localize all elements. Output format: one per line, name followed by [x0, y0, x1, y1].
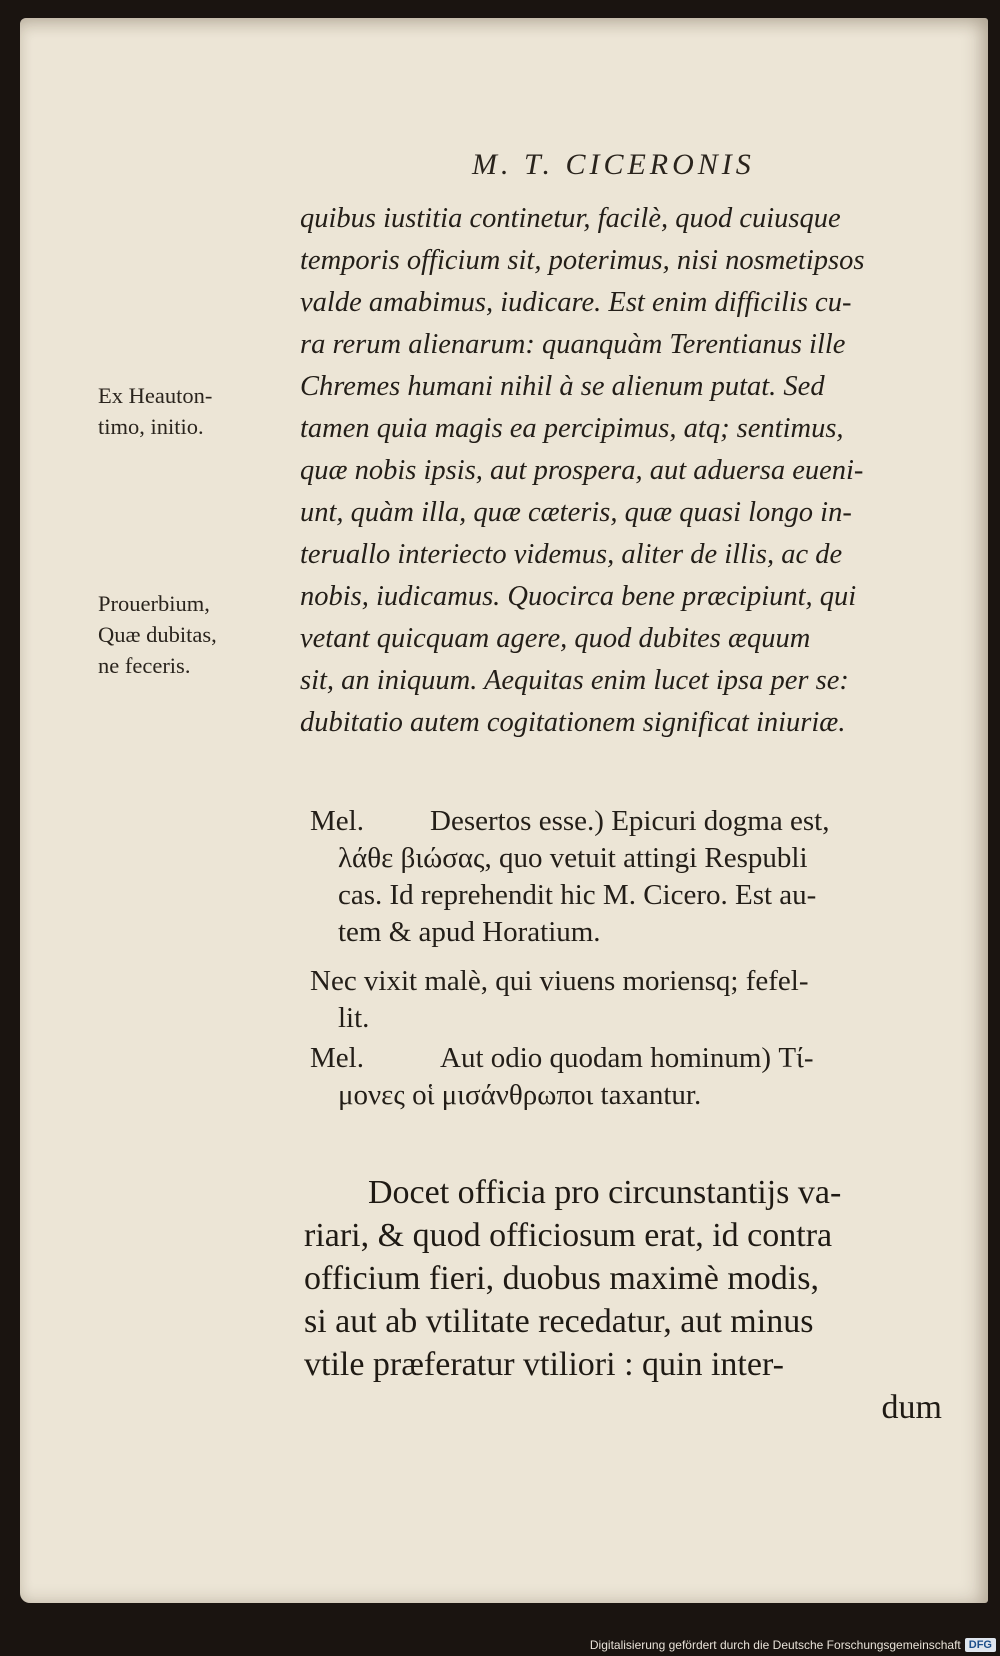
text-line: quibus iustitia continetur, facilè, quod cuiusque	[300, 203, 841, 234]
text-line: riari, & quod officiosum erat, id contra	[304, 1217, 833, 1254]
note-line: tem & apud Horatium.	[338, 916, 601, 948]
note-line: μονες οἱ μισάνθρωποι taxantur.	[338, 1079, 702, 1111]
text-line: tamen quia magis ea percipimus, atq; sentimus,	[300, 413, 844, 444]
text-line: teruallo interiecto videmus, aliter de illis, ac de	[300, 539, 843, 570]
note-label: Mel.	[310, 805, 364, 837]
margin-line: Ex Heauton-	[98, 383, 213, 408]
horace-quote	[310, 963, 970, 1037]
dfg-logo: DFG	[965, 1638, 996, 1652]
text-line: Chremes humani nihil à se alienum putat. Sed	[300, 371, 825, 402]
italic-text-block	[300, 198, 960, 744]
margin-line: Prouerbium,	[98, 591, 210, 616]
note-line: λάθε βιώσας, quo vetuit attingi Respubli	[338, 842, 808, 874]
note-label: Mel.	[310, 1042, 364, 1074]
quote-line: Nec vixit malè, qui viuens moriensq; fefel-	[310, 965, 809, 997]
text-line: valde amabimus, iudicare. Est enim difficilis cu-	[300, 287, 852, 318]
margin-line: timo, initio.	[98, 414, 204, 439]
text-line: officium fieri, duobus maximè modis,	[304, 1260, 819, 1297]
commentary-note-1	[310, 803, 970, 951]
margin-line: ne feceris.	[98, 653, 191, 678]
digitization-footer	[590, 1638, 996, 1652]
text-line: vtile præferatur vtiliori : quin inter-	[304, 1346, 784, 1383]
note-line: cas. Id reprehendit hic M. Cicero. Est au-	[338, 879, 817, 911]
note-lemma: Desertos esse.) Epicuri dogma est,	[430, 805, 830, 837]
margin-line: Quæ dubitas,	[98, 622, 217, 647]
catchword: dum	[881, 1389, 942, 1426]
text-line: temporis officium sit, poterimus, nisi nosmetipsos	[300, 245, 865, 276]
text-line: nobis, iudicamus. Quocirca bene præcipiunt, qui	[300, 581, 857, 612]
text-line: si aut ab vtilitate recedatur, aut minus	[304, 1303, 814, 1340]
text-line: ra rerum alienarum: quanquàm Terentianus ille	[300, 329, 846, 360]
footer-text: Digitalisierung gefördert durch die Deutsche Forschungsgemeinschaft	[589, 1638, 961, 1652]
marginal-note-proverbium	[98, 588, 308, 681]
main-text-block	[304, 1171, 964, 1429]
text-line: unt, quàm illa, quæ cæteris, quæ quasi longo in-	[300, 497, 852, 528]
text-line: sit, an iniquum. Aequitas enim lucet ipsa per se:	[300, 665, 849, 696]
marginal-note-heauton	[98, 380, 308, 442]
running-title: M. T. CICERONIS	[472, 148, 755, 181]
text-line: vetant quicquam agere, quod dubites æquum	[300, 623, 811, 654]
text-line: dubitatio autem cogitationem significat iniuriæ.	[300, 707, 846, 738]
text-line: quæ nobis ipsis, aut prospera, aut aduersa eueni-	[300, 455, 864, 486]
text-line: Docet officia pro circunstantijs va-	[368, 1174, 842, 1211]
note-lemma: Aut odio quodam hominum) Τί-	[440, 1042, 814, 1074]
quote-line: lit.	[338, 1002, 370, 1034]
book-page	[20, 18, 988, 1603]
commentary-note-2	[310, 1040, 970, 1114]
